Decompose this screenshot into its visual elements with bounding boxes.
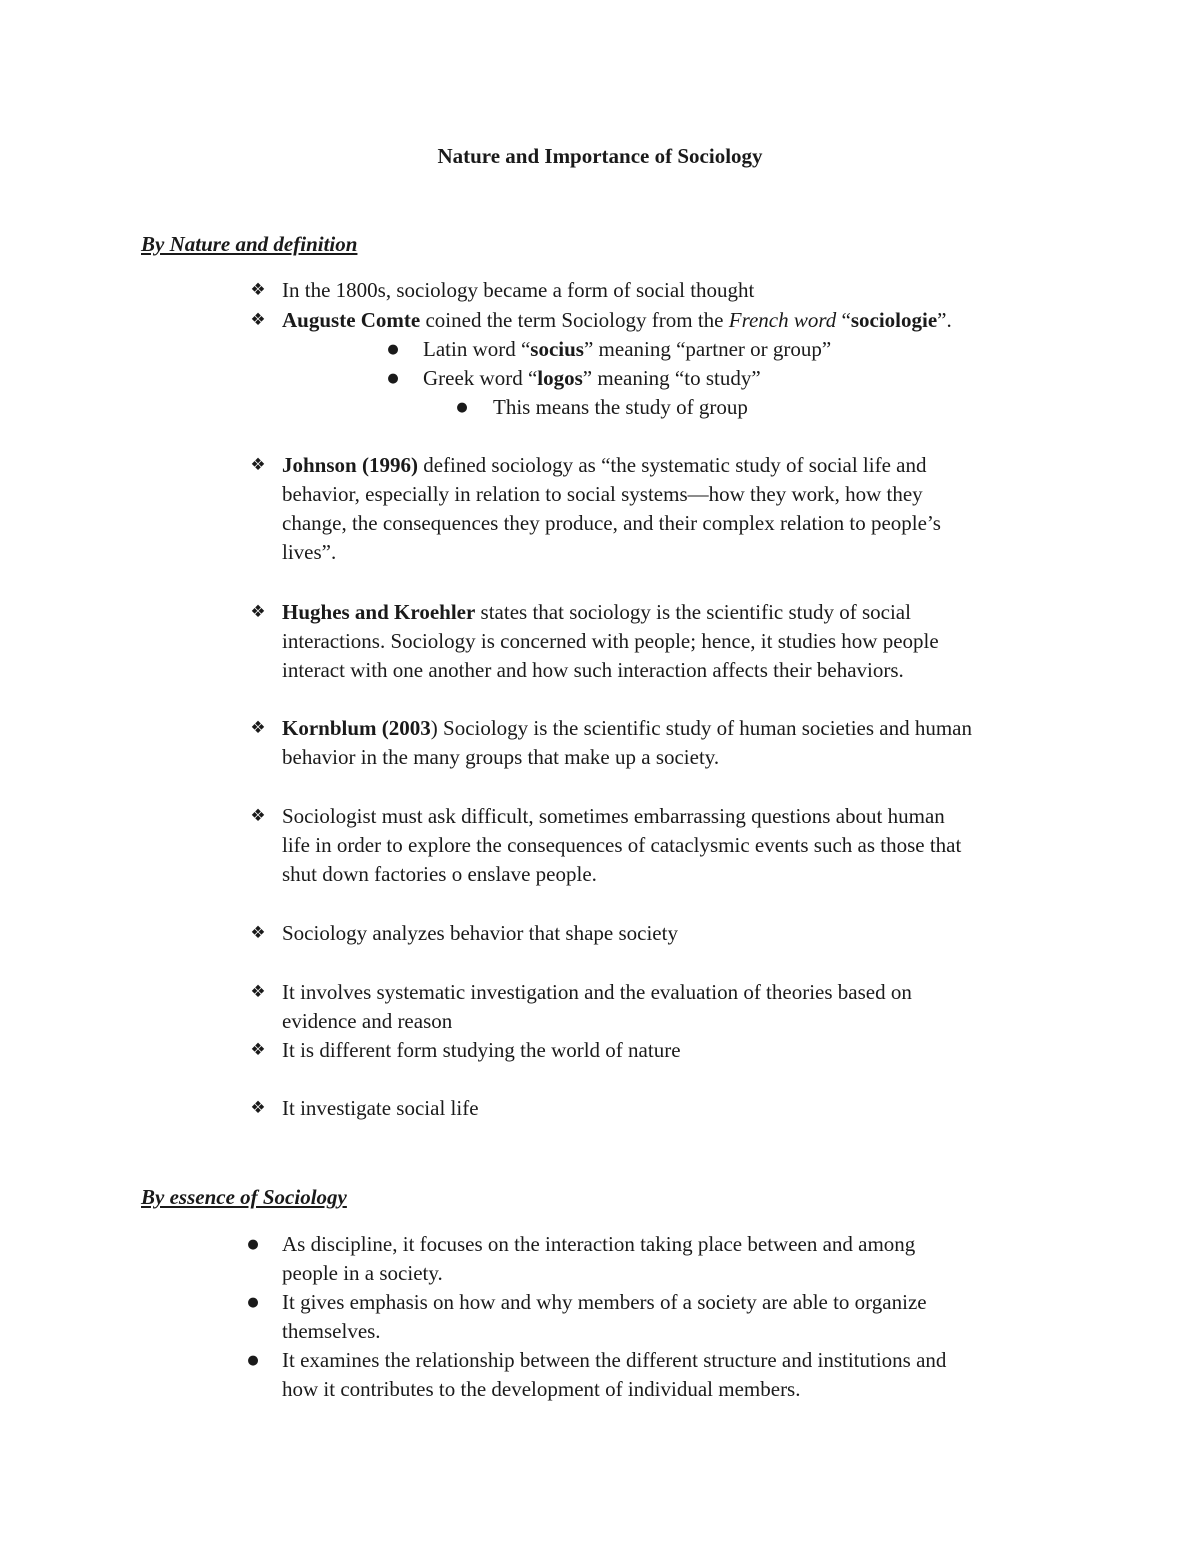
diamond-bullet-icon: ❖ — [250, 602, 266, 622]
document-page: Nature and Importance of Sociology By Nature and definition ❖ In the 1800s, sociology became a form of social thought ❖ Auguste Comte coined the term Sociology from the French word “sociologie”. ● Latin word “socius” meaning “partner or group” ● Greek word “logos” meaning “to study” ● This means the study of group ❖ Johnson (1996) defined sociology as “the systematic study of social life and behavior, especially in relation to social systems—how they work, how they change, the consequences they produce, and their complex relation to people’s lives”. ❖ Hughes and Kroehler states that sociology is the scientific study of social interactions. Sociology is concerned with people; hence, it studies how people interact with one another and how such interaction affects their behaviors. ❖ Kornblum (2003) Sociology is the scientific study of human societies and human behavior in the many groups that make up a society. ❖ Sociologist must ask difficult, sometimes embarrassing questions about human life in order to explore the consequences of cataclysmic events such as those that shut down factories o enslave people. ❖ Sociology analyzes behavior that shape society ❖ It involves systematic investigation and the evaluation of theories based on evidence and reason ❖ It is different form studying the world of nature ❖ It investigate social life By essence of Sociology ● As discipline, it focuses on the interaction taking place between and among people in a society. ● It gives emphasis on how and why members of a society are able to organize themselves. ● It examines the relationship between the different structure and institutions and how it contributes to the development of individual members. — [0, 0, 1200, 1553]
round-bullet-icon: ● — [247, 1295, 259, 1310]
diamond-bullet-icon: ❖ — [250, 982, 266, 1002]
section-heading-nature: By Nature and definition — [141, 232, 358, 256]
round-bullet-icon: ● — [247, 1353, 259, 1368]
diamond-bullet-icon: ❖ — [250, 1040, 266, 1060]
diamond-bullet-icon: ❖ — [250, 806, 266, 826]
diamond-bullet-icon: ❖ — [250, 310, 266, 330]
page-title: Nature and Importance of Sociology — [437, 144, 763, 168]
round-bullet-icon: ● — [387, 342, 399, 357]
round-bullet-icon: ● — [387, 371, 399, 386]
round-bullet-icon: ● — [456, 400, 468, 415]
section-heading-essence: By essence of Sociology — [141, 1185, 347, 1209]
diamond-bullet-icon: ❖ — [250, 923, 266, 943]
round-bullet-icon: ● — [247, 1237, 259, 1252]
diamond-bullet-icon: ❖ — [250, 455, 266, 475]
diamond-bullet-icon: ❖ — [250, 280, 266, 300]
diamond-bullet-icon: ❖ — [250, 718, 266, 738]
diamond-bullet-icon: ❖ — [250, 1098, 266, 1118]
